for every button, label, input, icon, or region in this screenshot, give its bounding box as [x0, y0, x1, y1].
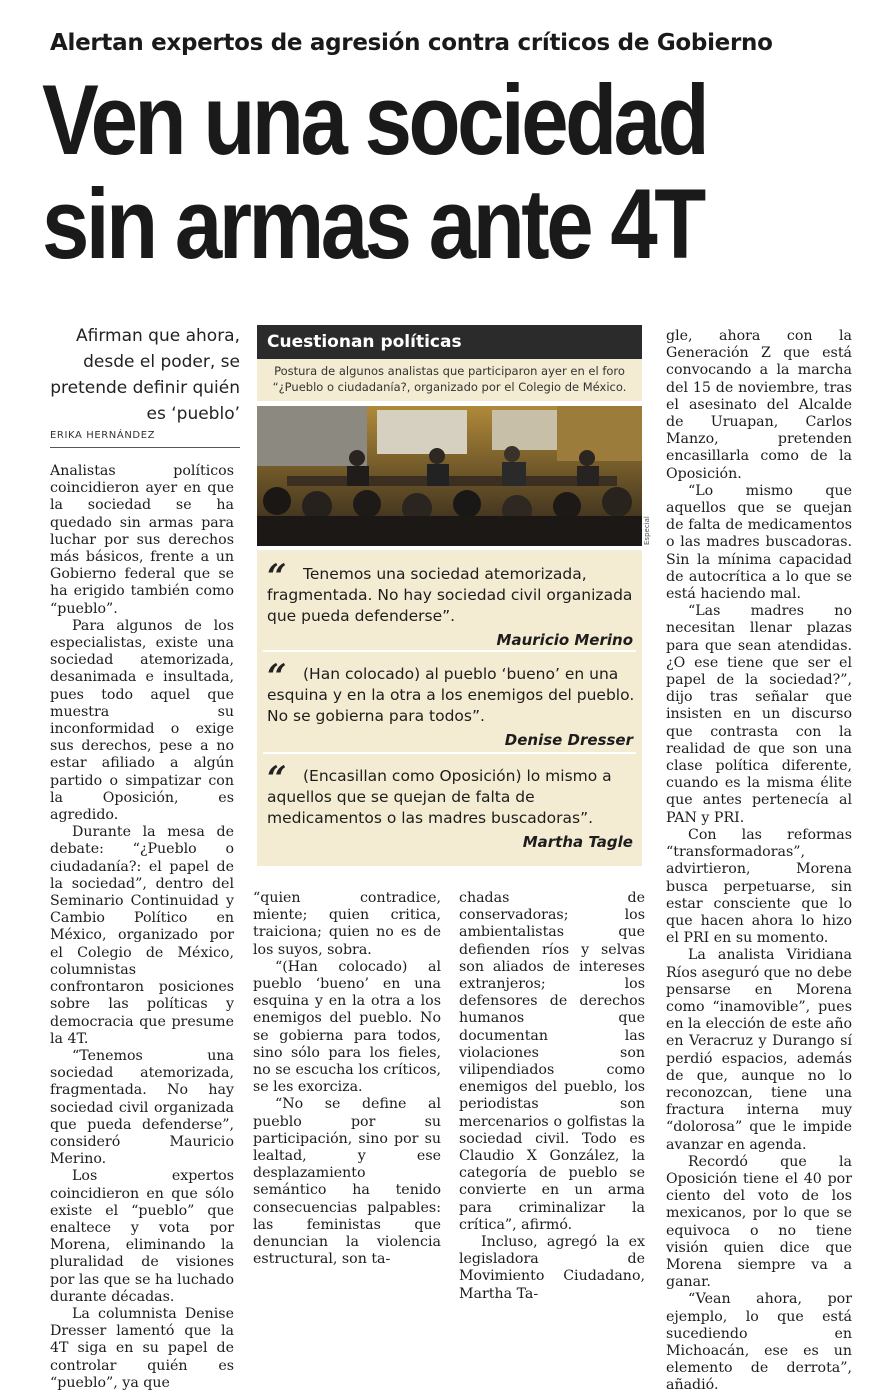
forum-photo — [257, 406, 642, 546]
paragraph: “No se define al pueblo por su participación, sino por su lealtad, y ese desplazamiento semántico ha tenido consecuencias palpables: las feministas que denuncian la violencia estructural, son ta- — [253, 1096, 441, 1268]
quote-1 — [267, 557, 635, 649]
quote-author: Martha Tagle — [522, 833, 633, 851]
deck: Afirman que ahora, desde el poder, se pretende definir quién es ‘pueblo’ — [50, 326, 240, 424]
paragraph: gle, ahora con la Generación Z que está convocando a la marcha del 15 de noviembre, tras el asesinato del Alcalde de Uruapan, Carlos Manzo, pretenden encasillarla como de la Oposición. — [666, 328, 852, 482]
quote-divider — [263, 752, 636, 754]
body-column-1 — [50, 463, 234, 1392]
paragraph: Incluso, agregó la ex legisladora de Movimiento Ciudadano, Martha Ta- — [459, 1234, 645, 1302]
headline-line-2: sin armas ante 4T — [42, 168, 703, 279]
quotes-box — [257, 550, 642, 866]
paragraph: “Vean ahora, por ejemplo, lo que está sucediendo en Michoacán, ese es un elemento de derrota”, añadió. — [666, 1291, 852, 1394]
paragraph: “Tenemos una sociedad atemorizada, fragmentada. No hay sociedad civil organizada que pueda defenderse”, consideró Mauricio Merino. — [50, 1047, 234, 1168]
photo-credit: Especial — [643, 516, 651, 545]
paragraph: Durante la mesa de debate: “¿Pueblo o ciudadanía?: el papel de la sociedad”, dentro del Seminario Continuidad y Cambio Político en México, organizado por el Colegio de México, columnistas confrontaron posiciones sobre las políticas y democracia que presume la 4T. — [50, 824, 234, 1047]
paragraph: “Lo mismo que aquellos que se quejan de falta de medicamentos o las madres buscadoras. Sin la mínima capacidad de autocrítica a lo que se está haciendo mal. — [666, 482, 852, 603]
sidebar-title: Cuestionan políticas — [257, 325, 642, 359]
body-column-4 — [666, 328, 852, 1395]
quote-author: Denise Dresser — [504, 731, 633, 749]
body-column-2 — [253, 890, 441, 1268]
quote-text: (Han colocado) al pueblo ‘bueno’ en una esquina y en la otra a los enemigos del pueblo. No se gobierna para todos”. — [267, 665, 635, 725]
paragraph: La analista Viridiana Ríos aseguró que no debe pensarse en Morena como “inamovible”, pues en la elección de este año en Veracruz y Durango sí perdió espacios, además de que, aunque no lo reconozcan, tiene una fractura interna muy “dolorosa” que le impide avanzar en agenda. — [666, 947, 853, 1153]
body-column-3 — [459, 890, 645, 1303]
paragraph: “quien contradice, miente; quien critica, traiciona; quien no es de los suyos, sobra. — [253, 890, 441, 958]
paragraph: Para algunos de los especialistas, existe una sociedad atemorizada, desanimada e insultada, pues todo aquel que muestra su inconformidad o exige sus derechos, pese a no estar afiliado a algún partido o simpatizar con la Oposición, es agredido. — [50, 617, 234, 824]
paragraph: Recordó que la Oposición tiene el 40 por ciento del voto de los mexicanos, por lo que se equivoca o no tiene visión quien dice que Morena siempre va a ganar. — [666, 1153, 852, 1291]
headline-line-1: Ven una sociedad — [42, 64, 707, 175]
byline-divider — [50, 447, 240, 448]
quote-mark-icon: “ — [267, 759, 287, 799]
paragraph: “(Han colocado) al pueblo ‘bueno’ en una esquina y en la otra a los enemigos del pueblo. No se gobierna para todos, sino sólo para los fieles, no se escucha los críticos, se les exorciza. — [253, 958, 441, 1096]
kicker: Alertan expertos de agresión contra críticos de Gobierno — [50, 30, 773, 56]
sidebar-subtitle: Postura de algunos analistas que participaron ayer en el foro “¿Pueblo o ciudadanía?, organizado por el Colegio de México. — [257, 359, 642, 401]
quote-text: Tenemos una sociedad atemorizada, fragmentada. No hay sociedad civil organizada que pueda defenderse”. — [267, 565, 633, 625]
quote-divider — [263, 650, 636, 652]
paragraph: La columnista Denise Dresser lamentó que la 4T siga en su papel de controlar quién es “pueblo”, ya que — [50, 1305, 234, 1391]
paragraph: chadas de conservadoras; los ambientalistas que defienden ríos y selvas son aliados de intereses extranjeros; los defensores de derechos humanos que documentan las violaciones son vilipendiados como enemigos del pueblo, los periodistas son mercenarios o golfistas la sociedad civil. Todo es Claudio X González, la categoría de pueblo se convierte en un arma para criminalizar la crítica”, afirmó. — [459, 890, 645, 1233]
quote-mark-icon: “ — [267, 557, 287, 597]
paragraph: “Las madres no necesitan llenar plazas para que sean atendidas. ¿O ese tiene que ser el papel de la sociedad?”, dijo tras señalar que insisten en un discurso que contrasta con la realidad de que son una clase política diferente, cuando es la misma élite que antes pertenecía al PAN y PRI. — [666, 603, 852, 826]
paragraph: Con las reformas “transformadoras”, advirtieron, Morena busca perpetuarse, sin estar consciente que lo que hacen ahora lo hizo el PRI en su momento. — [666, 826, 852, 947]
quote-2 — [267, 657, 635, 749]
headline — [42, 64, 747, 279]
quote-mark-icon: “ — [267, 657, 287, 697]
quote-author: Mauricio Merino — [496, 631, 633, 649]
quote-text: (Encasillan como Oposición) lo mismo a aquellos que se quejan de falta de medicamentos o las madres buscadoras”. — [267, 767, 612, 827]
quote-3 — [267, 759, 635, 851]
paragraph: Los expertos coincidieron en que sólo existe el “pueblo” que enaltece y vota por Morena, eliminando la pluralidad de visiones por las que se ha luchado durante décadas. — [50, 1168, 234, 1305]
paragraph: Analistas políticos coincidieron ayer en que la sociedad se ha quedado sin armas para luchar por sus derechos más básicos, frente a un Gobierno federal que se ha erigido también como “pueblo”. — [50, 463, 234, 617]
byline: ERIKA HERNÁNDEZ — [50, 430, 156, 441]
